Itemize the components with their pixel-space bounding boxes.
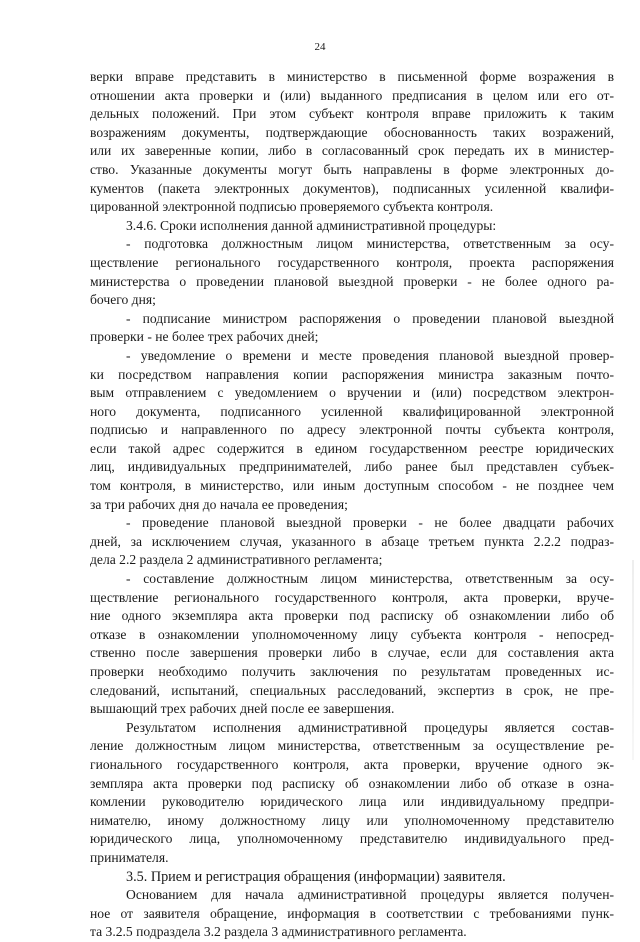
text-line: если такой адрес содержится в едином государственном реестре юридических (90, 440, 614, 456)
text-line: принимателя. (90, 849, 169, 865)
text-line: возражениям документы, подтверждающие обоснованность таких возражений, (90, 124, 614, 140)
text-line: юридического лица, уполномоченному представителю индивидуального пред- (90, 831, 614, 847)
text-line: ное от заявителя обращение, информация в соответствии с требованиями пунк- (90, 905, 614, 921)
text-line: гионального государственного контроля, акта проверки, вручение одного эк- (90, 756, 614, 772)
text-line: 3.5. Прием и регистрация обращения (информации) заявителя. (126, 868, 506, 885)
scan-edge-shadow (632, 560, 634, 760)
text-line: Основанием для начала административной процедуры является получен- (126, 887, 614, 903)
text-line: кументов (пакета электронных документов), подписанных усиленной квалифи- (90, 180, 614, 196)
text-line: ществление регионального государственного контроля, проекта распоряжения (90, 254, 614, 270)
text-line: дельных положений. При этом субъект контроля вправе приложить к таким (90, 106, 614, 122)
text-line: дела 2.2 раздела 2 административного регламента; (90, 552, 383, 568)
text-line: подписью и направленного по адресу электронной почты субъекта контроля, (90, 422, 614, 438)
text-line: ки посредством направления копии распоряжения министра заказным почто- (90, 366, 614, 382)
text-line: - составление должностным лицом министерства, ответственным за осу- (126, 571, 614, 587)
text-line: цированной электронной подписью проверяемого субъекта контроля. (90, 199, 494, 215)
text-line: вым отправлением с уведомлением о вручении и (или) посредством электрон- (90, 385, 614, 401)
text-line: ство. Указанные документы могут быть направлены в форме электронных до- (90, 161, 614, 177)
text-line: следований, испытаний, специальных расследований, экспертиз в срок, не пре- (90, 682, 614, 698)
text-line: - уведомление о времени и месте проведения плановой выездной провер- (126, 347, 614, 363)
text-line: проверки - не более трех рабочих дней; (90, 329, 319, 345)
text-line: земпляра акта проверки под расписку об ознакомлении либо об отказе в озна- (90, 775, 614, 791)
text-line: бочего дня; (90, 292, 156, 308)
text-line: лиц, индивидуальных предпринимателей, либо ранее был представлен субъек- (90, 459, 614, 475)
text-line: отказе в ознакомлении уполномоченному лицу субъекта контроля - непосред- (90, 626, 614, 642)
text-line: та 3.2.5 подраздела 3.2 раздела 3 административного регламента. (90, 924, 467, 940)
text-line: том контроля, в министерство, или иным доступным способом - не позднее чем (90, 478, 614, 494)
text-line: - подготовка должностным лицом министерства, ответственным за осу- (126, 236, 614, 252)
document-body (90, 68, 614, 942)
text-line: 3.4.6. Сроки исполнения данной административной процедуры: (126, 217, 497, 233)
text-line: - проведение плановой выездной проверки - не более двадцати рабочих (126, 515, 614, 531)
text-line: ственно после завершения проверки либо в случае, если для составления акта (90, 645, 614, 661)
text-line: ние одного экземпляра акта проверки под расписку об ознакомлении либо об (90, 608, 614, 624)
text-line: верки вправе представить в министерство в письменной форме возражения в (90, 69, 614, 84)
text-line: отношении акта проверки и (или) выданного предписания в целом или его от- (90, 87, 614, 103)
text-line: ществление регионального государственного контроля, акта проверки, вруче- (90, 589, 614, 605)
text-line: вышающий трех рабочих дней после ее завершения. (90, 701, 395, 717)
text-line: Результатом исполнения административной процедуры является состав- (126, 719, 614, 735)
text-line: нимателю, иному должностному лицу или уполномоченному представителю (90, 812, 614, 828)
text-line: министерства о проведении плановой выездной проверки - не более одного ра- (90, 273, 614, 289)
text-line: комлении руководителю юридического лица или индивидуальному предпри- (90, 794, 614, 810)
text-line: или их заверенные копии, либо в согласованный срок передать их в министер- (90, 143, 614, 159)
page-number: 24 (314, 41, 326, 53)
text-line: - подписание министром распоряжения о проведении плановой выездной (126, 310, 614, 326)
text-line: ление должностным лицом министерства, ответственным за осуществление ре- (90, 738, 614, 754)
text-line: за три рабочих дня до начала ее проведения; (90, 496, 348, 512)
text-line: проверки необходимо получить заключения по результатам проведенных ис- (90, 664, 614, 679)
text-line: дней, за исключением случая, указанного в абзаце третьем пункта 2.2.2 подраз- (90, 533, 614, 549)
text-line: ного документа, подписанного усиленной квалифицированной электронной (90, 403, 614, 419)
